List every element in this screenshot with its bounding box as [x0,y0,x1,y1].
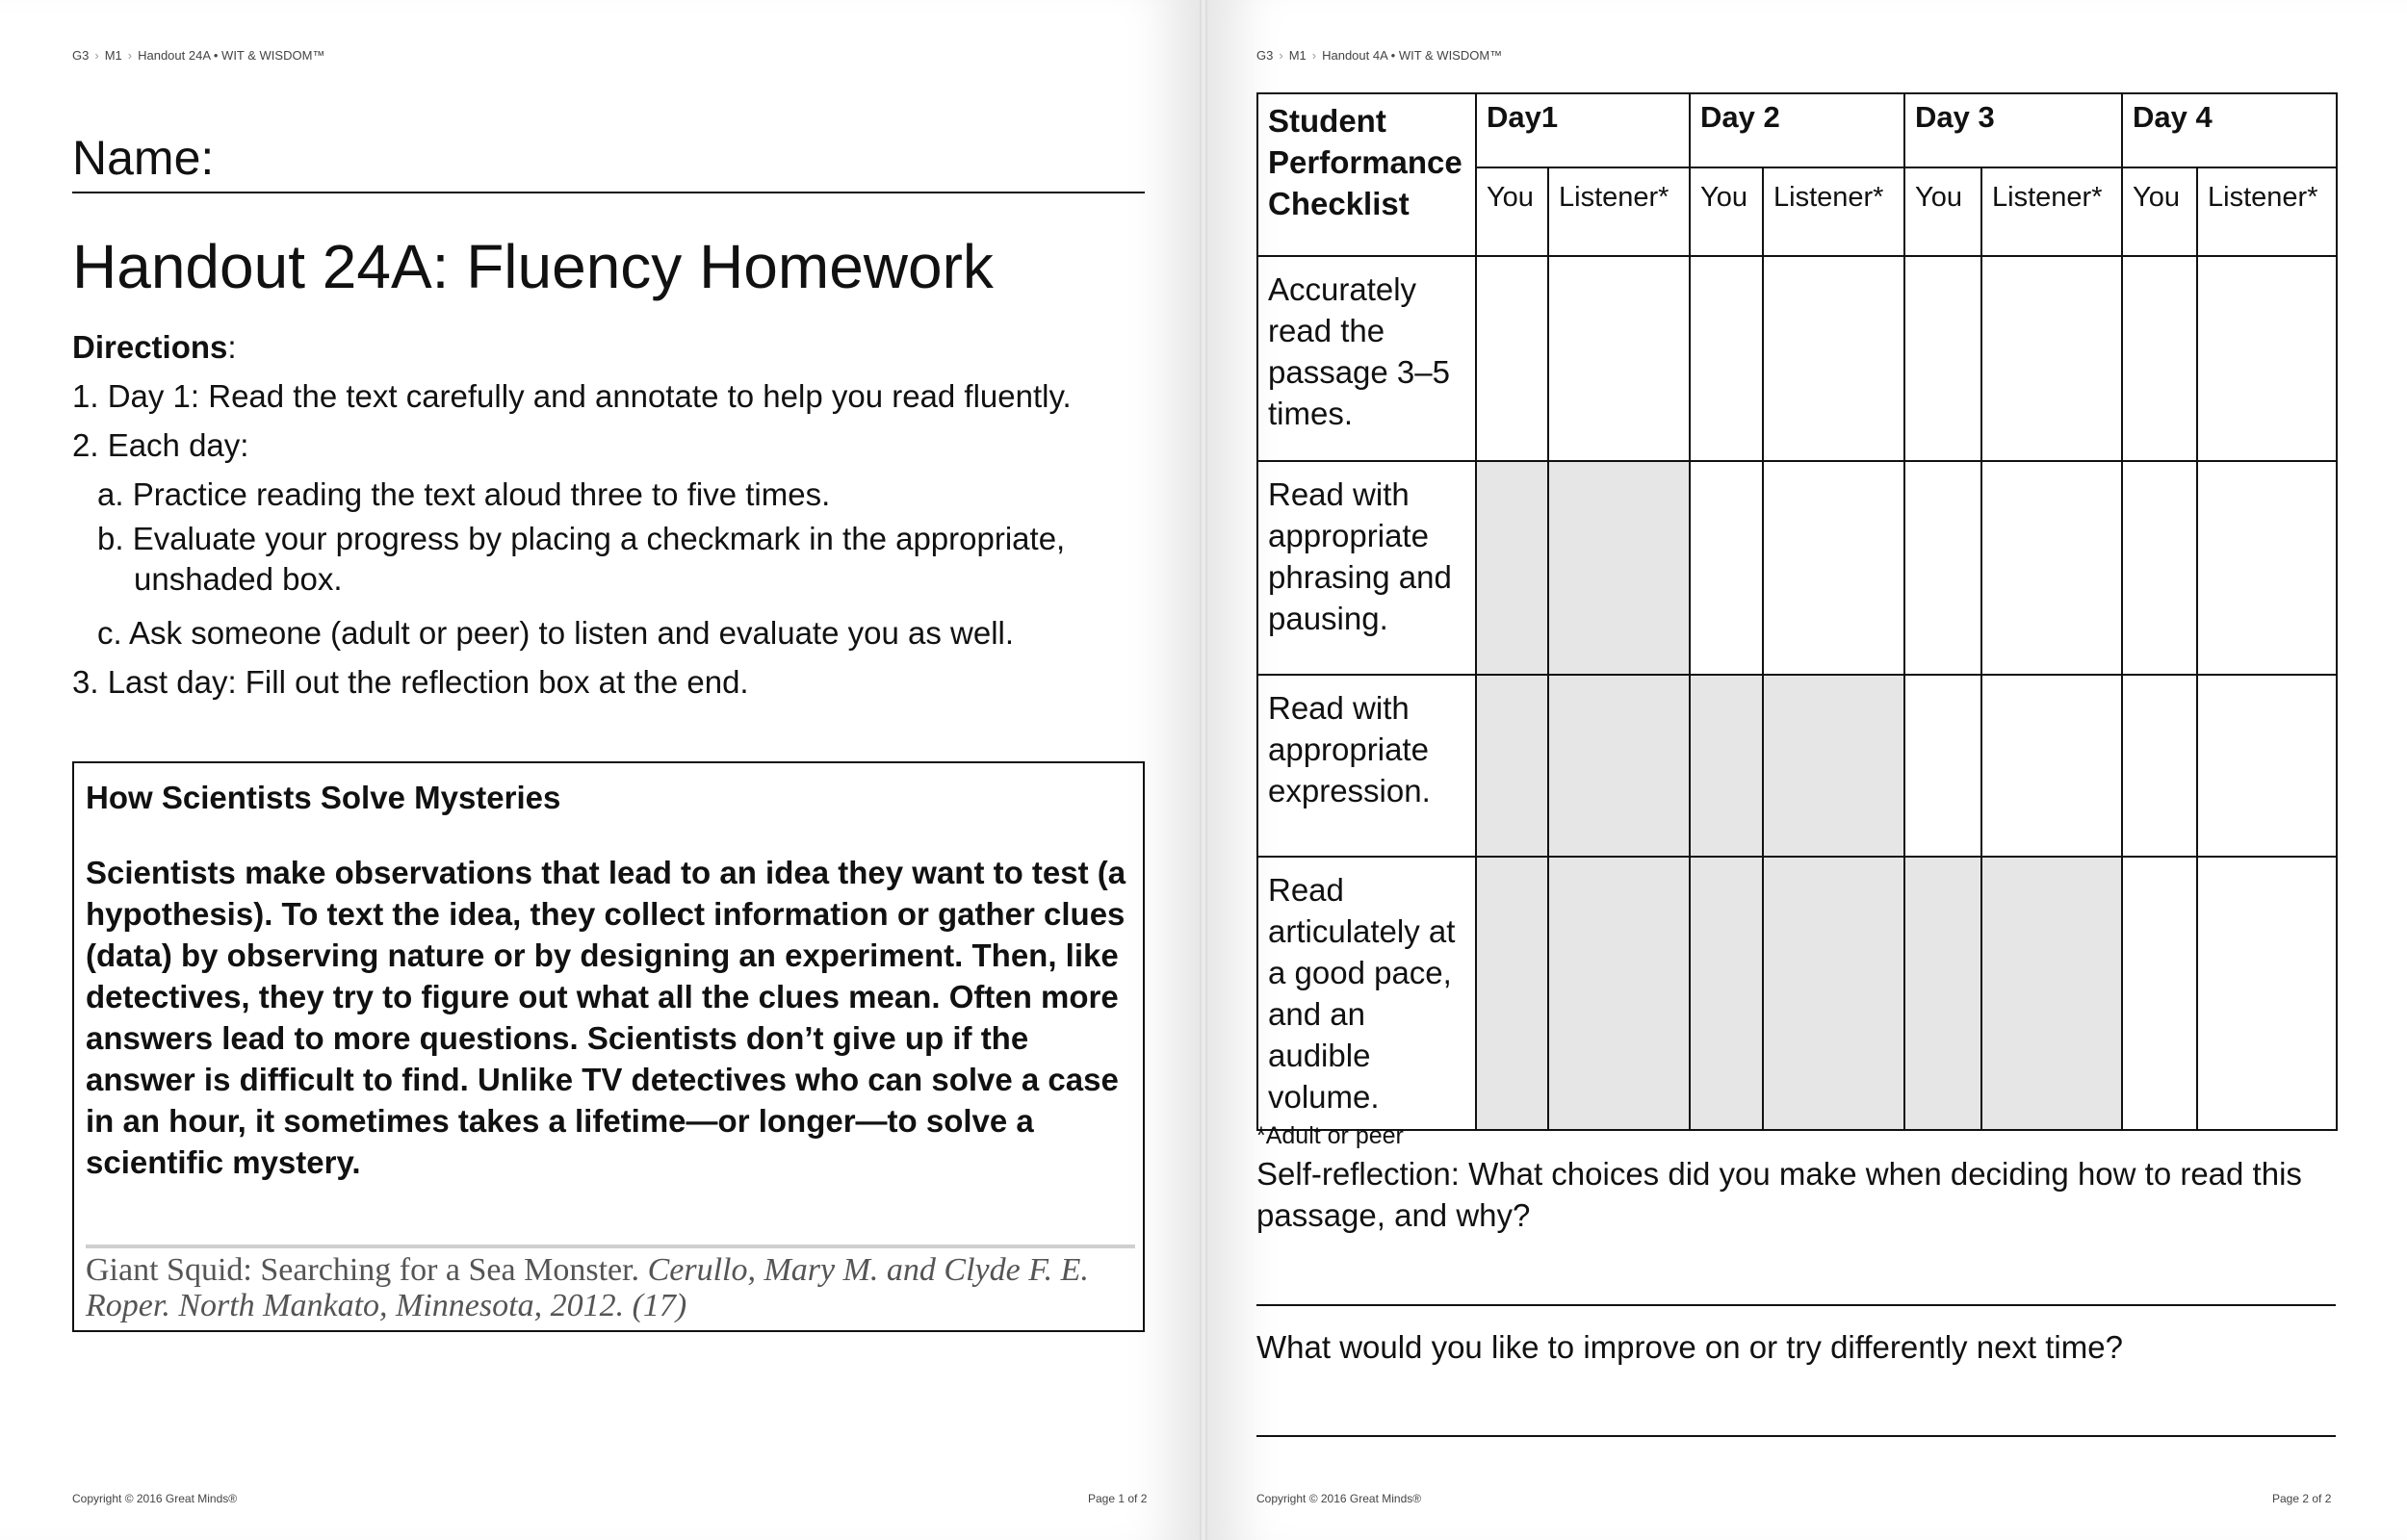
checkbox-cell [1763,675,1904,857]
citation-title: Giant Squid: Searching for a Sea Monster. [86,1252,640,1288]
checkbox-cell [1763,857,1904,1130]
checkbox-cell[interactable] [1981,461,2122,675]
right-page [1207,0,2407,1540]
checkbox-cell [1548,857,1690,1130]
checkbox-cell[interactable] [1763,256,1904,461]
breadcrumb-module: M1 [104,48,122,63]
table-corner-header: Student Performance Checklist [1257,93,1476,256]
day-1-header: Day1 [1476,93,1690,167]
day-3-header: Day 3 [1904,93,2122,167]
table-row [1257,461,2337,675]
sub-header-listener: Listener* [1548,167,1690,256]
chevron-right-icon: › [127,48,133,63]
table-row [1257,256,2337,461]
direction-step-2: 2. Each day: [72,427,249,463]
sub-header-listener: Listener* [1981,167,2122,256]
footer-page-number: Page 1 of 2 [1088,1492,1148,1505]
answer-line-2[interactable] [1256,1435,2336,1437]
checkbox-cell[interactable] [2122,461,2197,675]
left-page [0,0,1200,1540]
breadcrumb-handout: Handout 24A • WIT & WISDOM™ [138,48,325,63]
sub-header-you: You [1904,167,1981,256]
checkbox-cell[interactable] [2122,675,2197,857]
checkbox-cell[interactable] [2197,675,2337,857]
criterion-label: Read with appropriate expression. [1257,675,1476,857]
direction-step-2c: c. Ask someone (adult or peer) to listen and evaluate you as well. [97,615,1015,651]
checkbox-cell[interactable] [1763,461,1904,675]
direction-step-2b: b. Evaluate your progress by placing a checkmark in the appropriate, [97,521,1066,556]
checkbox-cell[interactable] [1476,256,1548,461]
improvement-question: What would you like to improve on or try differently next time? [1256,1329,2123,1365]
checkbox-cell[interactable] [1904,461,1981,675]
checkbox-cell [1981,857,2122,1130]
direction-step-2a: a. Practice reading the text aloud three to five times. [97,476,831,512]
passage-body: Scientists make observations that lead to an idea they want to test (a hypothesis). To text the idea, they collect information or gather clues (data) by observing nature or by designing an experiment. Then, like detectives, they try to figure out what all the clues mean. Often more answers lead to more questions. Scientists don’t give up if the answer is difficult to find. Unlike TV detectives who can solve a case in an hour, it sometimes takes a lifetime—or longer—to solve a scientific mystery. [86,855,1126,1180]
day-4-header: Day 4 [2122,93,2337,167]
direction-step-3: 3. Last day: Fill out the reflection box at the end. [72,664,749,700]
sub-header-you: You [1690,167,1763,256]
name-label: Name: [72,131,215,185]
book-gutter [1200,0,1207,1540]
sub-header-listener: Listener* [1763,167,1904,256]
checkbox-cell[interactable] [2197,461,2337,675]
checklist-body [1257,256,2337,1130]
checkbox-cell[interactable] [2122,857,2197,1130]
citation [86,1252,1124,1323]
directions-colon: : [227,329,237,365]
criterion-label: Read articulately at a good pace, and an audible volume. [1257,857,1476,1130]
day-2-header: Day 2 [1690,93,1904,167]
chevron-right-icon: › [1279,48,1283,63]
sub-header-listener: Listener* [2197,167,2337,256]
checkbox-cell[interactable] [2122,256,2197,461]
table-footnote: *Adult or peer [1256,1122,1404,1149]
breadcrumb-handout: Handout 4A • WIT & WISDOM™ [1322,48,1503,63]
table-row [1257,675,2337,857]
name-write-line[interactable] [72,192,1145,193]
checkbox-cell[interactable] [1690,461,1763,675]
checkbox-cell [1548,675,1690,857]
direction-step-2b-continued: unshaded box. [134,561,343,597]
passage-title: How Scientists Solve Mysteries [86,780,561,815]
checkbox-cell [1476,857,1548,1130]
citation-divider [86,1245,1135,1248]
breadcrumb [1256,48,1502,63]
checkbox-cell [1690,675,1763,857]
performance-checklist-table [1256,92,2338,1131]
checkbox-cell [1904,857,1981,1130]
checkbox-cell[interactable] [1981,675,2122,857]
chevron-right-icon: › [1311,48,1317,63]
checkbox-cell[interactable] [1548,256,1690,461]
chevron-right-icon: › [94,48,99,63]
criterion-label: Accurately read the passage 3–5 times. [1257,256,1476,461]
direction-step-1: 1. Day 1: Read the text carefully and annotate to help you read fluently. [72,378,1072,414]
checkbox-cell[interactable] [1904,675,1981,857]
footer-page-number: Page 2 of 2 [2272,1492,2332,1505]
citation-details: Cerullo, Mary M. and Clyde F. E. Roper. North Mankato, Minnesota, 2012. (17) [86,1252,1089,1323]
breadcrumb-module: M1 [1288,48,1307,63]
table-row [1257,857,2337,1130]
checkbox-cell[interactable] [2197,857,2337,1130]
answer-line-1[interactable] [1256,1304,2336,1306]
checkbox-cell[interactable] [1904,256,1981,461]
checkbox-cell [1476,675,1548,857]
footer-copyright: Copyright © 2016 Great Minds® [1256,1492,1422,1505]
checkbox-cell [1476,461,1548,675]
criterion-label: Read with appropriate phrasing and pausing. [1257,461,1476,675]
self-reflection-question: Self-reflection: What choices did you make when deciding how to read this passage, and why? [1256,1156,2302,1233]
directions-label: Directions [72,329,228,365]
page-title: Handout 24A: Fluency Homework [72,232,994,301]
breadcrumb-grade: G3 [72,48,90,63]
passage-box [72,761,1145,1332]
checkbox-cell[interactable] [1981,256,2122,461]
checkbox-cell [1548,461,1690,675]
sub-header-you: You [2122,167,2197,256]
breadcrumb [72,48,324,63]
footer-copyright: Copyright © 2016 Great Minds® [72,1492,238,1505]
checkbox-cell[interactable] [2197,256,2337,461]
checkbox-cell [1690,857,1763,1130]
checkbox-cell[interactable] [1690,256,1763,461]
directions [72,322,1179,706]
breadcrumb-grade: G3 [1256,48,1274,63]
sub-header-you: You [1476,167,1548,256]
